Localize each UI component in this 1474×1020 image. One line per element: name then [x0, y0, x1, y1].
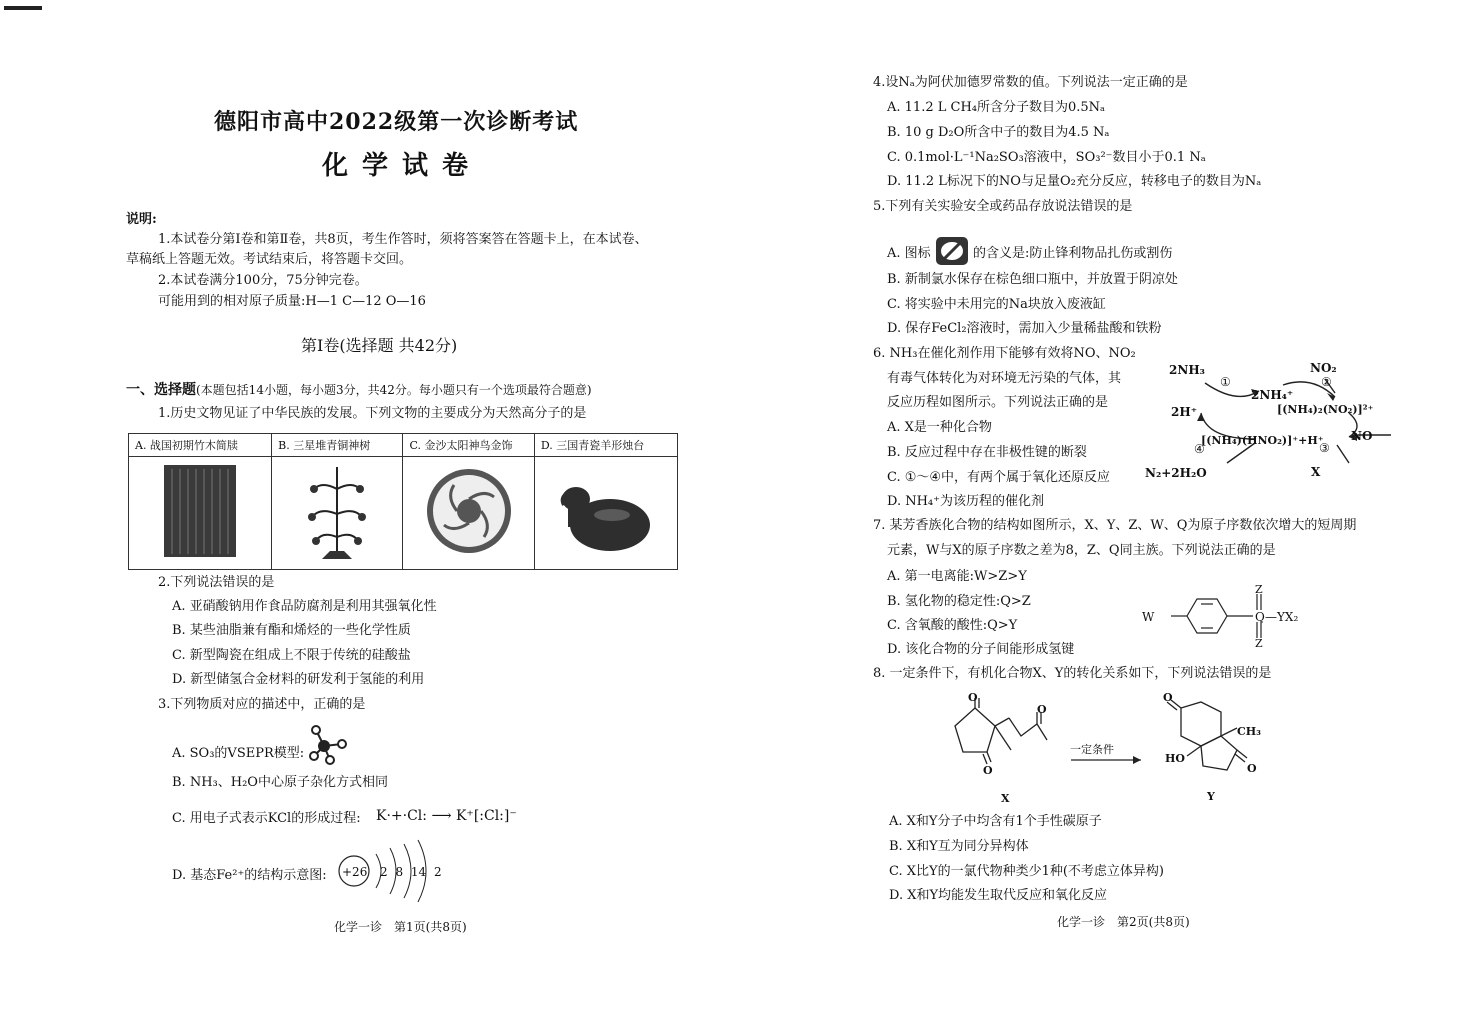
question-3: 3.下列物质对应的描述中，正确的是 — [158, 697, 366, 712]
question-2: 2.下列说法错误的是 — [158, 575, 275, 590]
cycle-n2: N₂+2H₂O — [1145, 466, 1207, 480]
q8-label-y: Y — [1207, 790, 1215, 803]
exam-title: 德阳市高中2022级第一次诊断考试 — [214, 109, 579, 135]
q8-x-oxygen: O — [968, 691, 978, 704]
q8-label-x: X — [1001, 792, 1010, 805]
option-a-label: A. 战国初期竹木简牍 — [129, 434, 272, 457]
bamboo-slip-image — [129, 457, 272, 570]
kcl-formation-formula: K·+·Cl: ⟶ K⁺[:Cl:]⁻ — [376, 808, 517, 824]
q8-option-c: C. X比Y的一氯代物种类少1种(不考虑立体异构) — [889, 864, 1164, 879]
right-page — [737, 0, 1474, 1020]
q8-y-hydroxyl: HO — [1165, 752, 1185, 765]
question-7-line: 7. 某芳香族化合物的结构如图所示，X、Y、Z、W、Q为原子序数依次增大的短周期 — [873, 518, 1357, 533]
struct7-q: Q — [1255, 610, 1265, 624]
q3-option-b: B. NH₃、H₂O中心原子杂化方式相同 — [172, 775, 388, 790]
bronze-tree-image — [272, 457, 403, 570]
sun-bird-gold-image — [403, 457, 534, 570]
q8-y-oxygen: O — [1247, 762, 1257, 775]
note-line: 1.本试卷分第Ⅰ卷和第Ⅱ卷，共8页，考生作答时，须将答案答在答题卡上，在本试卷、 — [158, 232, 648, 247]
note-line: 可能用到的相对原子质量:H—1 C—12 O—16 — [158, 294, 426, 309]
q8-condition: 一定条件 — [1070, 743, 1114, 756]
cycle-no2: NO₂ — [1310, 361, 1337, 375]
artifact-table — [128, 433, 678, 570]
q2-option-a: A. 亚硝酸钠用作食品防腐剂是利用其强氧化性 — [172, 599, 437, 614]
q8-option-b: B. X和Y互为同分异构体 — [889, 839, 1029, 854]
question-6-line: 6. NH₃在催化剂作用下能够有效将NO、NO₂ — [873, 346, 1136, 361]
q6-option-d: D. NH₄⁺为该历程的催化剂 — [887, 494, 1045, 509]
q2-option-c: C. 新型陶瓷在组成上不限于传统的硅酸盐 — [172, 648, 411, 663]
cycle-nh3: 2NH₃ — [1169, 363, 1205, 377]
q3-option-d: D. 基态Fe²⁺的结构示意图: — [172, 868, 327, 883]
vsepr-model-figure — [302, 722, 352, 766]
question-4: 4.设Nₐ为阿伏加德罗常数的值。下列说法一定正确的是 — [873, 75, 1188, 90]
q7-option-b: B. 氢化物的稳定性:Q>Z — [887, 594, 1031, 609]
cycle-nh4: 2NH₄⁺ — [1251, 388, 1294, 402]
cycle-step-2: ② — [1321, 375, 1332, 389]
cycle-step-3: ③ — [1319, 441, 1330, 455]
sheep-candle-image — [534, 457, 677, 570]
page-footer: 化学一诊 第2页(共8页) — [1057, 915, 1190, 929]
question-6-line: 反应历程如图所示。下列说法正确的是 — [887, 395, 1109, 410]
q8-option-a: A. X和Y分子中均含有1个手性碳原子 — [889, 814, 1102, 829]
q8-x-oxygen: O — [983, 764, 993, 777]
q8-option-d: D. X和Y均能发生取代反应和氧化反应 — [889, 888, 1108, 903]
sharp-object-warning-icon — [935, 236, 969, 271]
cycle-x: X — [1311, 465, 1321, 479]
exam-subtitle: 化学试卷 — [322, 151, 483, 181]
q3-option-a: A. SO₃的VSEPR模型: — [172, 746, 305, 761]
q4-option-c: C. 0.1mol·L⁻¹Na₂SO₃溶液中，SO₃²⁻数目小于0.1 Nₐ — [887, 150, 1206, 165]
q6-option-b: B. 反应过程中存在非极性键的断裂 — [887, 445, 1087, 460]
option-b-label: B. 三星堆青铜神树 — [272, 434, 403, 457]
q4-option-b: B. 10 g D₂O所含中子的数目为4.5 Nₐ — [887, 125, 1110, 140]
q5-option-b: B. 新制氯水保存在棕色细口瓶中，并放置于阴凉处 — [887, 272, 1178, 287]
q8-y-methyl: CH₃ — [1237, 725, 1261, 738]
cycle-no: NO — [1351, 429, 1373, 443]
struct7-z-top: Z — [1255, 583, 1263, 596]
q5-option-d: D. 保存FeCl₂溶液时，需加入少量稀盐酸和铁粉 — [887, 321, 1162, 336]
question-7-line: 元素，W与X的原子序数之差为8，Z、Q同主族。下列说法正确的是 — [887, 543, 1276, 558]
question-8: 8. 一定条件下，有机化合物X、Y的转化关系如下，下列说法错误的是 — [873, 666, 1272, 681]
option-d-label: D. 三国青瓷羊形烛台 — [534, 434, 677, 457]
fe-nucleus: +26 — [342, 865, 368, 879]
cycle-step-4: ④ — [1194, 442, 1205, 456]
struct7-z-bottom: Z — [1255, 637, 1263, 650]
note-line: 草稿纸上答题无效。考试结束后，将答题卡交回。 — [126, 252, 413, 267]
q8-x-oxygen: O — [1037, 703, 1047, 716]
q7-option-d: D. 该化合物的分子间能形成氢键 — [887, 642, 1075, 657]
q7-option-a: A. 第一电离能:W>Z>Y — [887, 569, 1027, 584]
question-1: 1.历史文物见证了中华民族的发展。下列文物的主要成分为天然高分子的是 — [158, 406, 587, 421]
struct7-w: W — [1142, 610, 1155, 624]
q8-y-oxygen: O — [1163, 691, 1173, 704]
cycle-h-plus: 2H⁺ — [1171, 405, 1198, 419]
section-title: 第Ⅰ卷(选择题 共42分) — [301, 336, 458, 355]
notes-label: 说明: — [126, 212, 157, 227]
q2-option-b: B. 某些油脂兼有酯和烯烃的一些化学性质 — [172, 623, 411, 638]
q6-option-a: A. X是一种化合物 — [887, 420, 992, 435]
option-c-label: C. 金沙太阳神鸟金饰 — [403, 434, 534, 457]
page-footer: 化学一诊 第1页(共8页) — [334, 920, 467, 934]
part1-heading: 一、选择题(本题包括14小题，每小题3分，共42分。每小题只有一个选项最符合题意) — [126, 382, 592, 398]
struct7-yx2: —YX₂ — [1265, 610, 1299, 624]
q4-option-d: D. 11.2 L标况下的NO与足量O₂充分反应，转移电子的数目为Nₐ — [887, 174, 1262, 189]
question-6-line: 有毒气体转化为对环境无污染的气体，其 — [887, 371, 1122, 386]
question-5: 5.下列有关实验安全或药品存放说法错误的是 — [873, 199, 1133, 214]
q5-option-a: A. 图标 的含义是:防止锋利物品扎伤或割伤 — [887, 236, 1172, 271]
q3-option-c: C. 用电子式表示KCl的形成过程: — [172, 811, 361, 826]
q2-option-d: D. 新型储氢合金材料的研发利于氢能的利用 — [172, 672, 425, 687]
q4-option-a: A. 11.2 L CH₄所含分子数目为0.5Nₐ — [887, 100, 1106, 115]
q7-option-c: C. 含氧酸的酸性:Q>Y — [887, 618, 1018, 633]
cycle-step-1: ① — [1220, 375, 1231, 389]
note-line: 2.本试卷满分100分，75分钟完卷。 — [158, 273, 368, 288]
cycle-complex-1: [(NH₄)₂(NO₂)]²⁺ — [1277, 403, 1374, 416]
cycle-complex-2: [(NH₄)(HNO₂)]⁺+H⁺ — [1201, 434, 1324, 447]
fe-shells: 2 8 14 2 — [380, 865, 442, 879]
q6-option-c: C. ①～④中，有两个属于氧化还原反应 — [887, 470, 1111, 485]
q5-option-c: C. 将实验中未用完的Na块放入废液缸 — [887, 297, 1106, 312]
